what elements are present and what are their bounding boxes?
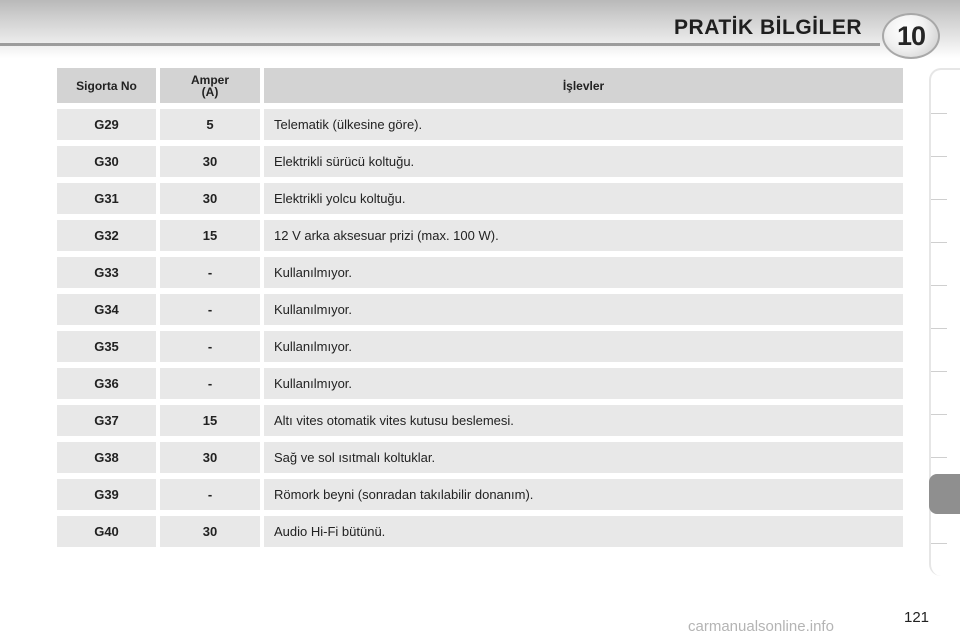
tab-divider [931,414,947,415]
function-cell: Kullanılmıyor. [264,294,903,325]
watermark: carmanualsonline.info [688,618,834,635]
fuse-number-cell: G29 [57,109,156,140]
ampere-cell: - [160,331,260,362]
table-row [57,183,903,214]
fuse-number-cell: G37 [57,405,156,436]
chapter-number-badge [882,13,940,59]
column-header-fuse-no: Sigorta No [57,68,156,103]
fuse-number-cell: G36 [57,368,156,399]
page-header [0,0,960,58]
ampere-cell: - [160,368,260,399]
fuse-number-cell: G39 [57,479,156,510]
tab-divider [931,113,947,114]
function-cell: Römork beyni (sonradan takılabilir donanım). [264,479,903,510]
function-cell: Sağ ve sol ısıtmalı koltuklar. [264,442,903,473]
function-cell: Elektrikli yolcu koltuğu. [264,183,903,214]
header-divider [0,43,880,46]
tab-divider [931,156,947,157]
ampere-cell: 30 [160,516,260,547]
tab-divider [931,285,947,286]
function-cell: Elektrikli sürücü koltuğu. [264,146,903,177]
ampere-cell: - [160,294,260,325]
function-cell: Audio Hi-Fi bütünü. [264,516,903,547]
table-header-row [57,68,903,103]
active-chapter-tab[interactable] [929,474,960,514]
tab-divider [931,457,947,458]
table-row [57,109,903,140]
ampere-cell: 15 [160,220,260,251]
ampere-cell: 5 [160,109,260,140]
table-row [57,368,903,399]
ampere-cell: 15 [160,405,260,436]
function-cell: Kullanılmıyor. [264,368,903,399]
ampere-cell: 30 [160,442,260,473]
page-number: 121 [904,609,930,626]
column-header-ampere [160,68,260,103]
tab-divider [931,242,947,243]
table-row [57,220,903,251]
fuse-number-cell: G34 [57,294,156,325]
ampere-cell: - [160,257,260,288]
table-row [57,479,903,510]
function-cell: Kullanılmıyor. [264,257,903,288]
table-row [57,442,903,473]
function-cell: Telematik (ülkesine göre). [264,109,903,140]
function-cell: Kullanılmıyor. [264,331,903,362]
ampere-cell: - [160,479,260,510]
fuse-number-cell: G35 [57,331,156,362]
fuse-number-cell: G33 [57,257,156,288]
fuse-number-cell: G31 [57,183,156,214]
fuse-number-cell: G40 [57,516,156,547]
table-body [57,109,903,547]
table-row [57,146,903,177]
function-cell: 12 V arka aksesuar prizi (max. 100 W). [264,220,903,251]
ampere-header-line2: (A) [201,84,219,99]
column-header-functions: İşlevler [264,68,903,103]
table-row [57,294,903,325]
fuse-table [57,68,903,553]
tab-divider [931,371,947,372]
ampere-header-line1: Amper [190,72,229,87]
function-cell: Altı vites otomatik vites kutusu beslemesi. [264,405,903,436]
chapter-number: 10 [896,20,926,51]
table-row [57,405,903,436]
fuse-number-cell: G30 [57,146,156,177]
tab-divider [931,328,947,329]
fuse-number-cell: G38 [57,442,156,473]
tab-divider [931,543,947,544]
ampere-cell: 30 [160,146,260,177]
tab-divider [931,199,947,200]
ampere-cell: 30 [160,183,260,214]
fuse-number-cell: G32 [57,220,156,251]
table-row [57,331,903,362]
table-row [57,257,903,288]
table-row [57,516,903,547]
chapter-title: PRATİK BİLGİLER [674,16,862,39]
